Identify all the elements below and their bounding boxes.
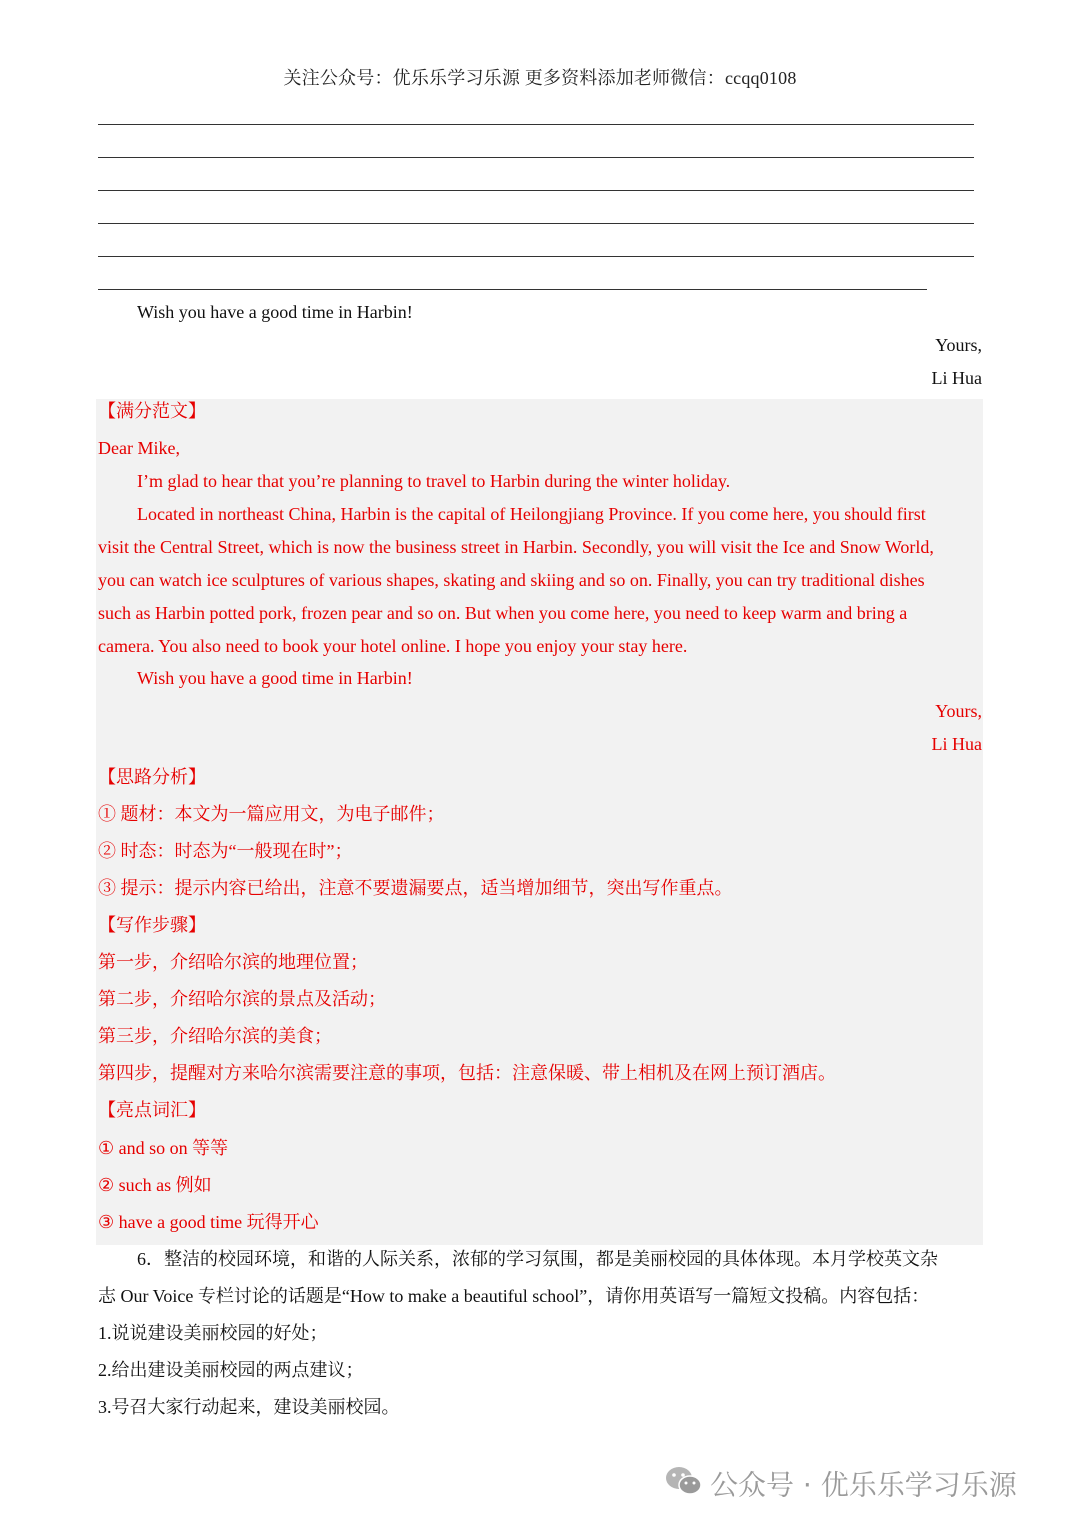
sample-line: such as Harbin potted pork, frozen pear and so on. But when you come here, you need to keep warm and bring a bbox=[98, 603, 908, 623]
answer-line bbox=[98, 190, 974, 191]
watermark bbox=[664, 1464, 1054, 1504]
sample-line: Wish you have a good time in Harbin! bbox=[137, 668, 413, 688]
signature: Li Hua bbox=[931, 368, 982, 388]
sample-line: visit the Central Street, which is now the business street in Harbin. Secondly, you will visit the Ice and Snow World, bbox=[98, 537, 934, 557]
wechat-icon bbox=[664, 1464, 704, 1509]
vocab-heading: 【亮点词汇】 bbox=[98, 1100, 206, 1120]
answer-line bbox=[98, 223, 974, 224]
steps-heading: 【写作步骤】 bbox=[98, 915, 206, 935]
question-line: 3.号召大家行动起来，建设美丽校园。 bbox=[98, 1397, 400, 1417]
answer-line bbox=[98, 157, 974, 158]
step-item: 第二步，介绍哈尔滨的景点及活动； bbox=[98, 989, 386, 1009]
vocab-item: ① and so on 等等 bbox=[98, 1138, 229, 1158]
answer-line bbox=[98, 256, 974, 257]
question-line: 6．整洁的校园环境，和谐的人际关系，浓郁的学习氛围，都是美丽校园的具体体现。本月学校英文杂 bbox=[137, 1249, 938, 1269]
question-line: 1.说说建设美丽校园的好处； bbox=[98, 1323, 328, 1343]
question-line: 志 Our Voice 专栏讨论的话题是“How to make a beautiful school”，请你用英语写一篇短文投稿。内容包括： bbox=[98, 1286, 930, 1306]
sample-line: you can watch ice sculptures of various shapes, skating and skiing and so on. Finally, you can try traditional dishes bbox=[98, 570, 925, 590]
sample-sign-off: Yours, bbox=[935, 701, 982, 721]
sample-greeting: Dear Mike, bbox=[98, 438, 180, 458]
watermark-text: 公众号 · 优乐乐学习乐源 bbox=[710, 1468, 1017, 1502]
step-item: 第三步，介绍哈尔滨的美食； bbox=[98, 1026, 332, 1046]
step-item: 第四步，提醒对方来哈尔滨需要注意的事项，包括：注意保暖、带上相机及在网上预订酒店。 bbox=[98, 1063, 836, 1083]
sample-line: Located in northeast China, Harbin is the capital of Heilongjiang Province. If you come here, you should first bbox=[137, 504, 926, 524]
analysis-item: ① 题材：本文为一篇应用文，为电子邮件； bbox=[98, 804, 445, 824]
sample-heading: 【满分范文】 bbox=[98, 401, 206, 421]
sign-off: Yours, bbox=[935, 335, 982, 355]
sample-signature: Li Hua bbox=[931, 734, 982, 754]
answer-line bbox=[98, 289, 927, 290]
sample-line: camera. You also need to book your hotel online. I hope you enjoy your stay here. bbox=[98, 636, 688, 656]
vocab-item: ③ have a good time 玩得开心 bbox=[98, 1212, 319, 1232]
question-line: 2.给出建设美丽校园的两点建议； bbox=[98, 1360, 364, 1380]
analysis-item: ② 时态：时态为“一般现在时”； bbox=[98, 841, 353, 861]
analysis-item: ③ 提示：提示内容已给出，注意不要遗漏要点，适当增加细节，突出写作重点。 bbox=[98, 878, 733, 898]
answer-line bbox=[98, 124, 974, 125]
analysis-heading: 【思路分析】 bbox=[98, 767, 206, 787]
closing-wish: Wish you have a good time in Harbin! bbox=[137, 302, 413, 322]
step-item: 第一步，介绍哈尔滨的地理位置； bbox=[98, 952, 368, 972]
page-header: 关注公众号：优乐乐学习乐源 更多资料添加老师微信：ccqq0108 bbox=[283, 68, 797, 88]
vocab-item: ② such as 例如 bbox=[98, 1175, 212, 1195]
sample-line: I’m glad to hear that you’re planning to travel to Harbin during the winter holiday. bbox=[137, 471, 731, 491]
